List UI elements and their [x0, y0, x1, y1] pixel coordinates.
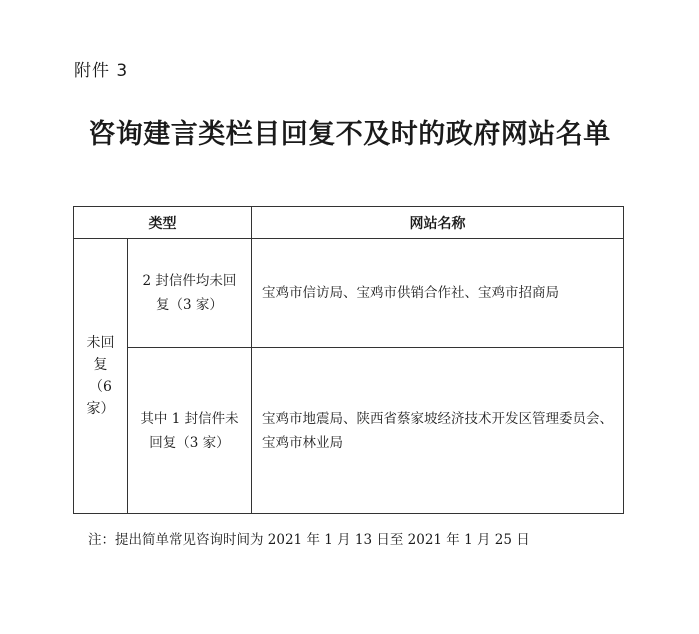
- subtype-cell: 其中 1 封信件未回复（3 家）: [128, 348, 252, 514]
- sites-cell: 宝鸡市地震局、陕西省蔡家坡经济技术开发区管理委员会、宝鸡市林业局: [252, 348, 624, 514]
- table-row: [74, 239, 624, 348]
- category-cell: [74, 239, 128, 514]
- footnote: 注：提出简单常见咨询时间为 2021 年 1 月 13 日至 2021 年 1 月 25 日: [88, 532, 530, 548]
- table-row: [74, 348, 624, 514]
- document-title: 咨询建言类栏目回复不及时的政府网站名单: [88, 119, 611, 150]
- category-label: 未回复（6家）: [86, 334, 115, 417]
- attachment-label: 附件 3: [74, 61, 129, 81]
- header-type: 类型: [74, 207, 252, 239]
- header-site-name: 网站名称: [252, 207, 624, 239]
- sites-cell: 宝鸡市信访局、宝鸡市供销合作社、宝鸡市招商局: [252, 239, 624, 348]
- subtype-cell: 2 封信件均未回复（3 家）: [128, 239, 252, 348]
- site-list-table: [73, 206, 624, 514]
- table-header-row: [74, 207, 624, 239]
